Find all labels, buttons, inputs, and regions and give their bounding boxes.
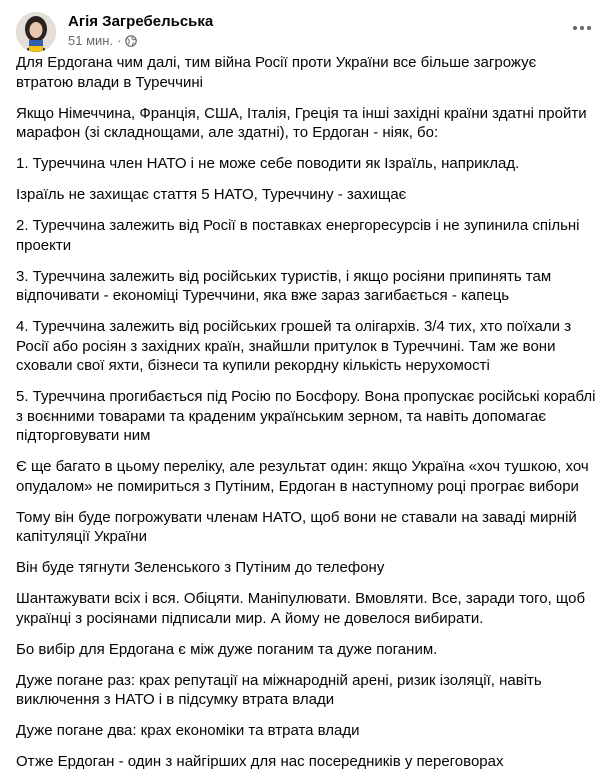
post-paragraph: Якщо Німеччина, Франція, США, Італія, Греція та інші західні країни здатні пройти марафон (зі складнощами, але здатні), то Ердоган - ніяк, бо: bbox=[16, 104, 587, 141]
post-paragraph: Є ще багато в цьому переліку, але результат один: якщо Україна «хоч тушкою, хоч опудалом» не помириться з Путіним, Ердоган в наступному році програє вибори bbox=[16, 458, 589, 495]
post-paragraph: Бо вибір для Ердогана є між дуже поганим та дуже поганим. bbox=[16, 640, 438, 658]
post-paragraph: 5. Туреччина прогибається під Росію по Босфору. Вона пропускає російські кораблі з воєнними товарами та краденим українським зерном, та навіть допомагає підторговувати ним bbox=[16, 388, 596, 444]
author-avatar[interactable] bbox=[16, 12, 56, 52]
post-paragraph: Отже Ердоган - один з найгірших для нас посередників у переговорах bbox=[16, 753, 504, 770]
meta-separator: · bbox=[117, 33, 122, 48]
post-paragraph: 2. Туреччина залежить від Росії в поставках енергоресурсів і не зупинила спільні проекти bbox=[16, 217, 580, 254]
post-paragraph: Для Ердогана чим далі, тим війна Росії проти України все більше загрожує втратою влади в Туреччині bbox=[16, 54, 537, 91]
avatar-photo bbox=[16, 12, 56, 52]
author-name[interactable]: Агія Загребельська bbox=[68, 13, 214, 30]
post-paragraph: 4. Туреччина залежить від російських грошей та олігархів. 3/4 тих, хто поїхали з Росії або росіян з західних країн, знайшли притулок в Туреччині. Там же вони сховали свої яхти, бізнеси та купили рекордну кількість нерухомості bbox=[16, 318, 572, 374]
post-text bbox=[16, 53, 596, 783]
post-paragraph: Дуже погане раз: крах репутації на міжнародній арені, ризик ізоляції, навіть виключення з НАТО і в підсумку втрата влади bbox=[16, 671, 542, 708]
post-time[interactable]: 51 мин. bbox=[68, 33, 114, 48]
post-paragraph: Він буде тягнути Зеленського з Путіним до телефону bbox=[16, 559, 385, 576]
more-options-icon[interactable] bbox=[566, 16, 598, 40]
post-meta bbox=[68, 33, 137, 48]
post-paragraph: 3. Туреччина залежить від російських туристів, і якщо росіяни припинять там відпочивати - економіці Туреччини, яка вже зараз загибається - капець bbox=[16, 267, 552, 304]
post-paragraph: Ізраїль не захищає стаття 5 НАТО, Туреччину - захищає bbox=[16, 186, 407, 203]
post-paragraph: Дуже погане два: крах економіки та втрата влади bbox=[16, 722, 360, 739]
post-header bbox=[16, 12, 594, 52]
globe-icon[interactable] bbox=[125, 35, 137, 47]
post-paragraph: 1. Туреччина член НАТО і не може себе поводити як Ізраїль, наприклад. bbox=[16, 155, 520, 172]
post-paragraph: Тому він буде погрожувати членам НАТО, щоб вони не ставали на заваді мирній капітуляції України bbox=[16, 508, 577, 545]
post-paragraph: Шантажувати всіх і вся. Обіцяти. Маніпулювати. Вмовляти. Все, заради того, щоб українці з росіянами підписали мир. А йому не довелося вибирати. bbox=[16, 590, 586, 627]
